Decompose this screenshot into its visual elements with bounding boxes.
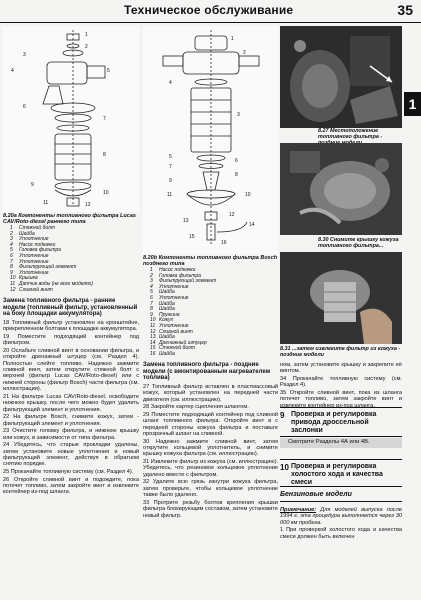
svg-text:10: 10 <box>245 192 251 198</box>
paragraph: 31 Извлеките фильтр из кожуха (см. иллюстрацию). Убедитесь, что резиновое кольцевое уплотнение удалено вместе с фильтром. <box>143 459 278 478</box>
subsection-title: Бензиновые модели <box>280 491 402 502</box>
exploded-view-drawing <box>143 26 278 254</box>
section-10-heading <box>280 459 402 487</box>
section-9-heading <box>280 407 402 437</box>
svg-text:3: 3 <box>23 52 26 58</box>
paragraph: 1 При проверкой холостого хода и качества смеси должен быть включен <box>280 527 402 540</box>
legend-item: 9 Пружина <box>150 311 180 318</box>
legend-item: 6 Уплотнение <box>150 294 189 301</box>
paragraph: 35 Откройте сливной винт, пока из шланга потечет топливо, затем закройте винт и извлеките контейнер из-под шланга. <box>280 390 402 409</box>
figure-caption-8-27: 8.27 Местоположение топливного фильтра - <box>318 128 383 140</box>
svg-text:12: 12 <box>85 202 91 208</box>
section-number: 10 <box>280 463 289 472</box>
section-number: 9 <box>280 411 285 420</box>
filter-diagram-bosch <box>143 26 278 254</box>
paragraph: ном, затем установите крышку и закрепите её винтом. <box>280 362 402 375</box>
note-text: Для моделей выпуска после 1994 г. эта процедура выполняется через 30 000 км пробега. <box>280 507 402 526</box>
svg-text:14: 14 <box>249 222 255 228</box>
paragraph: 20 Ослабьте сливной винт в основании фильтра, и откройте дренажный штуцер (см. Раздел 4). Полностью слейте топливо. Надежно зажмите сливной винт, затем открутите стяжной болт с верхней (фильтр Lucas CAV/Roto-diesel) или с нижней стороны (фильтр Bosch) части фильтра (см. иллюстрации). <box>3 347 139 393</box>
svg-text:11: 11 <box>167 192 173 198</box>
legend-item: 5 Головка фильтра <box>10 247 61 254</box>
legend-item: 7 Уплотнение <box>10 258 49 265</box>
paragraph: 28 Закройте картер сцепления шлангом. <box>143 404 249 411</box>
text-column-1 <box>3 297 139 497</box>
section-heading: Замена топливного фильтра - ранние модели (топливный фильтр, установленный на боку площадки аккумулятора) <box>3 298 138 318</box>
svg-text:2: 2 <box>85 44 88 50</box>
legend-item: 10 Кожух <box>150 317 174 324</box>
paragraph: 25 Прокачайте топливную систему (см. Раздел 4). <box>3 469 134 476</box>
section-title: Проверка и регулировка холостого хода и качества смеси <box>291 463 383 486</box>
section-heading: Замена топливного фильтра - поздние модели (с вмонтированным нагревателем топлива) <box>143 362 271 382</box>
figure-legend-8-20a <box>10 226 140 293</box>
paragraph: 24 Убедитесь, что старые прокладки удалены, затем установите новые уплотнения и новый фильтрующий элемент, действуя в обратном снятию порядке. <box>3 442 139 468</box>
paragraph: 22 На фильтре Bosch, снимите кожух, затем - фильтрующий элемент и уплотнения. <box>3 414 139 427</box>
photo-filter-removal <box>280 252 402 344</box>
legend-item: 1 Стяжной болт <box>10 225 56 231</box>
legend-item: 3 Уплотнение <box>10 236 49 243</box>
svg-text:1: 1 <box>231 36 234 42</box>
svg-text:5: 5 <box>107 68 110 74</box>
svg-text:1: 1 <box>85 32 88 38</box>
legend-item: 11 Датчик воды (не всех моделях) <box>10 280 93 287</box>
note <box>280 507 402 526</box>
legend-item: 2 Шайба <box>10 230 35 237</box>
figure-caption-8-30: 8.30 Снимите крышку кожуха топливного фильтра... <box>318 237 399 249</box>
legend-item: 4 Уплотнение <box>150 283 189 290</box>
paragraph: 33 Протрите резьбу болтов крепления крышки фильтра блокирующим составом, затем установите новый фильтр. <box>143 499 278 519</box>
legend-item: 10 Крышка <box>10 275 38 282</box>
svg-text:9: 9 <box>169 178 172 184</box>
text-column-3-top <box>280 362 402 410</box>
paragraph: 30 Надежно зажмите сливной винт, затем открутите кольцевой уплотнитель, и снимите крышку кожуха фильтра (см. иллюстрацию). <box>143 438 278 458</box>
paragraph: 19 Поместите подходящий контейнер под фильтром. <box>3 333 139 347</box>
svg-text:6: 6 <box>23 104 26 110</box>
legend-item: 4 Насос подкачки <box>10 241 56 248</box>
legend-item: 7 Шайба <box>150 300 175 307</box>
reference-box: Смотрите Разделы 4А или 4В. <box>280 438 402 448</box>
chapter-tab: 1 <box>404 92 421 116</box>
note-label: Примечание: <box>280 507 317 513</box>
legend-item: 15 Стяжной болт <box>150 345 196 352</box>
legend-item: 9 Уплотнение <box>10 269 49 276</box>
svg-text:7: 7 <box>169 164 172 170</box>
legend-item: 8 Шайба <box>150 306 175 313</box>
svg-text:11: 11 <box>43 200 49 206</box>
svg-text:2: 2 <box>243 50 246 56</box>
paragraph: 21 На фильтре Lucas CAV/Roto-diesel, освободите нижнюю крышку, после чего можно будет удалить фильтрующий элемент и уплотнения. <box>3 393 139 413</box>
paragraph: 18 Топливный фильтр установлен на кронштейне, прикрепленном болтами к площадке аккумулятора. <box>3 319 139 333</box>
legend-item: 12 Сливной винт <box>10 286 53 293</box>
legend-item: 3 Фильтрующий элемент <box>150 278 217 285</box>
filter-diagram-lucas <box>3 26 139 212</box>
svg-text:13: 13 <box>183 218 189 224</box>
svg-text:7: 7 <box>103 116 106 122</box>
photo-filter-location <box>280 26 402 128</box>
paragraph: 27 Топливный фильтр вставлен в пластмассовый кожух, который установлен на передней части двигателя (см. иллюстрацию). <box>143 383 278 403</box>
svg-text:10: 10 <box>103 190 109 196</box>
text-column-3-bottom <box>280 507 402 541</box>
svg-text:12: 12 <box>229 212 235 218</box>
paragraph: 34 Прокачайте топливную систему (см. Раздел 4). <box>280 376 402 389</box>
svg-text:5: 5 <box>169 154 172 160</box>
svg-text:15: 15 <box>189 234 195 240</box>
paragraph: 32 Удалите всю грязь изнутри кожуха фильтра, затем проверьте, чтобы кольцевое уплотнение также было удалено. <box>143 479 278 499</box>
legend-item: 6 Уплотнение <box>10 252 49 259</box>
page-title: Техническое обслуживание <box>124 3 294 17</box>
svg-text:4: 4 <box>11 68 14 74</box>
page-header <box>0 0 421 23</box>
svg-text:16: 16 <box>221 240 227 246</box>
legend-item: 16 Шайба <box>150 350 175 357</box>
photo-filter-cover <box>280 143 402 235</box>
legend-item: 5 Шайба <box>150 289 175 296</box>
legend-item: 12 Сливной винт <box>150 328 193 335</box>
legend-item: 11 Уплотнение <box>150 322 189 329</box>
text-column-2 <box>143 361 278 520</box>
legend-item: 2 Головка фильтра <box>150 272 201 279</box>
svg-text:6: 6 <box>235 158 238 164</box>
legend-item: 1 Насос подкачки <box>150 267 196 273</box>
paragraph: 26 Откройте сливной винт и подождите, пока потечет топливо, затем закройте винт и извлеките контейнер из-под шланга. <box>3 476 139 496</box>
exploded-view-drawing <box>3 26 139 212</box>
legend-item: 8 Фильтрующий элемент <box>10 264 77 271</box>
paragraph: 23 Очистите головку фильтра, и нижнюю крышку или кожух, в зависимости от типа фильтра. <box>3 428 139 441</box>
section-title: Проверка и регулировка привода дроссельной заслонки <box>291 411 377 434</box>
svg-text:8: 8 <box>103 152 106 158</box>
figure-caption-8-31: 8.31 ...затем извлеките фильтр из кожуха - поздние модели <box>280 346 401 358</box>
svg-text:4: 4 <box>169 80 172 86</box>
paragraph: 29 Поместите подходящий контейнер под сливной шланг топливного фильтра. Откройте винт в с передней стороны кожуха фильтра и поставьте прозрачный шланг на сливной. <box>143 411 278 437</box>
page-number: 35 <box>397 2 413 18</box>
legend-item: 14 Дренажный штуцер <box>150 339 207 346</box>
figure-legend-8-20b <box>150 268 278 358</box>
figure-caption-8-20b: 8.20b Компоненты топливного фильтра Bosch позднего типа <box>143 255 278 268</box>
svg-text:9: 9 <box>31 182 34 188</box>
svg-text:8: 8 <box>235 172 238 178</box>
figure-caption-8-20a: 8.20а Компоненты топливного фильтра Lucas CAV/Roto-diesel раннего типа <box>3 213 136 226</box>
legend-item: 13 Шайба <box>150 334 175 341</box>
svg-text:3: 3 <box>237 112 240 118</box>
